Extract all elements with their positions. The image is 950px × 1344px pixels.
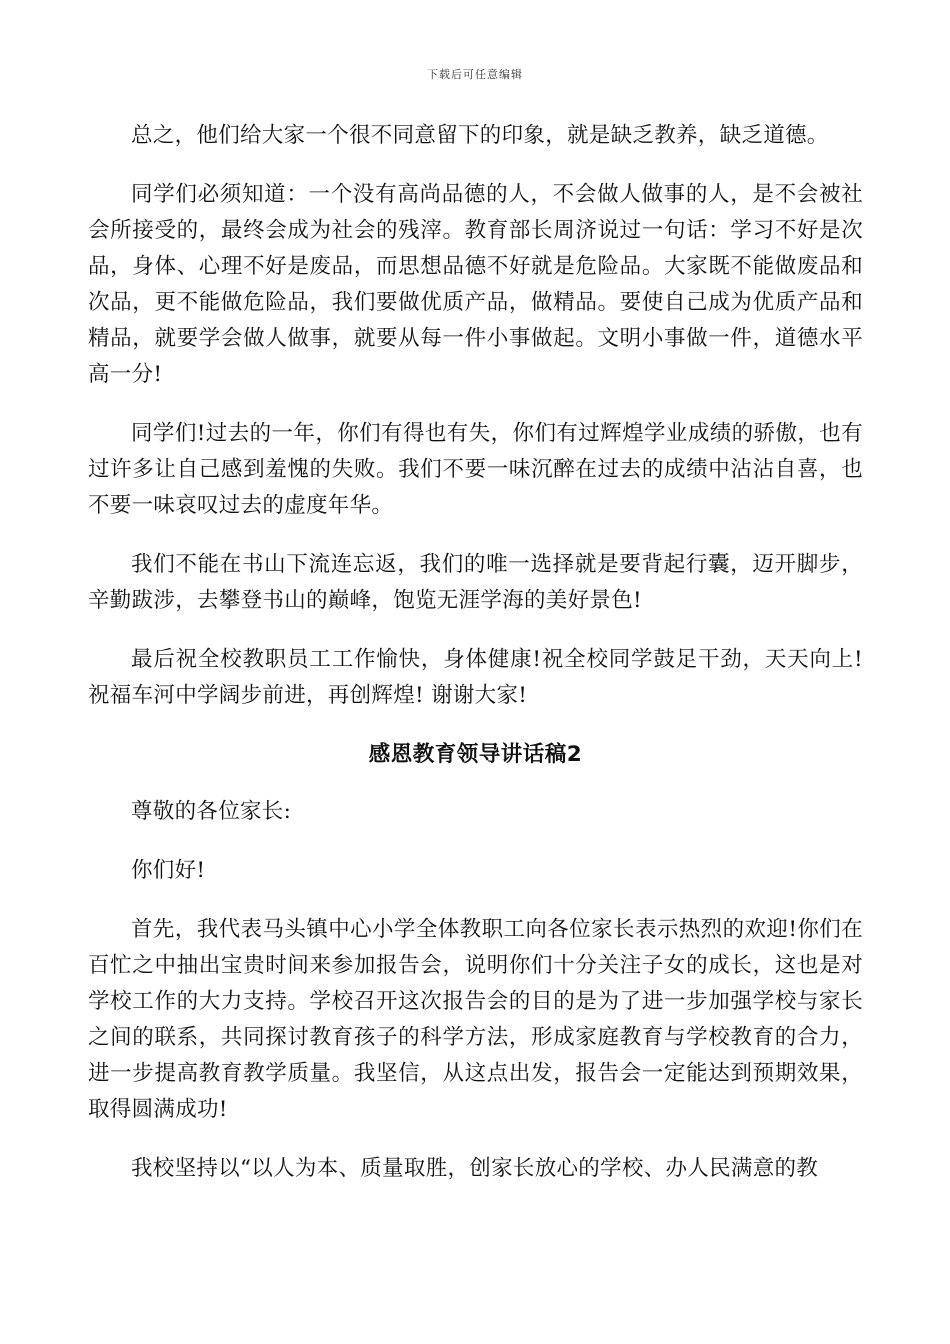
section-title: 感恩教育领导讲话稿2 xyxy=(368,742,583,767)
salutation: 尊敬的各位家长: xyxy=(131,799,292,824)
paragraph: 最后祝全校教职员工工作愉快，身体健康!祝全校同学鼓足干劲，天天向上!祝福车河中学阔步前进，再创辉煌! 谢谢大家! xyxy=(88,647,863,708)
paragraph: 总之，他们给大家一个很不同意留下的印象，就是缺乏教养，缺乏道德。 xyxy=(131,123,829,148)
header-note: 下载后可任意编辑 xyxy=(427,68,523,81)
greeting: 你们好! xyxy=(131,858,206,883)
paragraph: 我校坚持以“以人为本、质量取胜，创家长放心的学校、办人民满意的教 xyxy=(131,1156,819,1181)
paragraph: 同学们必须知道：一个没有高尚品德的人，不会做人做事的人，是不会被社会所接受的，最终会成为社会的残滓。教育部长周济说过一句话：学习不好是次品，身体、心理不好是废品，而思想品德不好就是危险品。大家既不能做废品和次品，更不能做危险品，我们要做优质产品，做精品。要使自己成为优质产品和精品，就要学会做人做事，就要从每一件小事做起。文明小事做一件，道德水平高一分! xyxy=(88,182,863,387)
paragraph: 我们不能在书山下流连忘返，我们的唯一选择就是要背起行囊，迈开脚步，辛勤跋涉，去攀登书山的巅峰，饱览无涯学海的美好景色! xyxy=(88,552,863,613)
paragraph: 首先，我代表马头镇中心小学全体教职工向各位家长表示热烈的欢迎!你们在百忙之中抽出宝贵时间来参加报告会，说明你们十分关注子女的成长，这也是对学校工作的大力支持。学校召开这次报告会的目的是为了进一步加强学校与家长之间的联系，共同探讨教育孩子的科学方法，形成家庭教育与学校教育的合力，进一步提高教育教学质量。我坚信，从这点出发，报告会一定能达到预期效果，取得圆满成功! xyxy=(88,917,863,1122)
document-body xyxy=(88,118,863,1210)
paragraph: 同学们!过去的一年，你们有得也有失，你们有过辉煌学业成绩的骄傲，也有过许多让自己感到羞愧的失败。我们不要一味沉醉在过去的成绩中沾沾自喜，也不要一味哀叹过去的虚度年华。 xyxy=(88,421,863,518)
